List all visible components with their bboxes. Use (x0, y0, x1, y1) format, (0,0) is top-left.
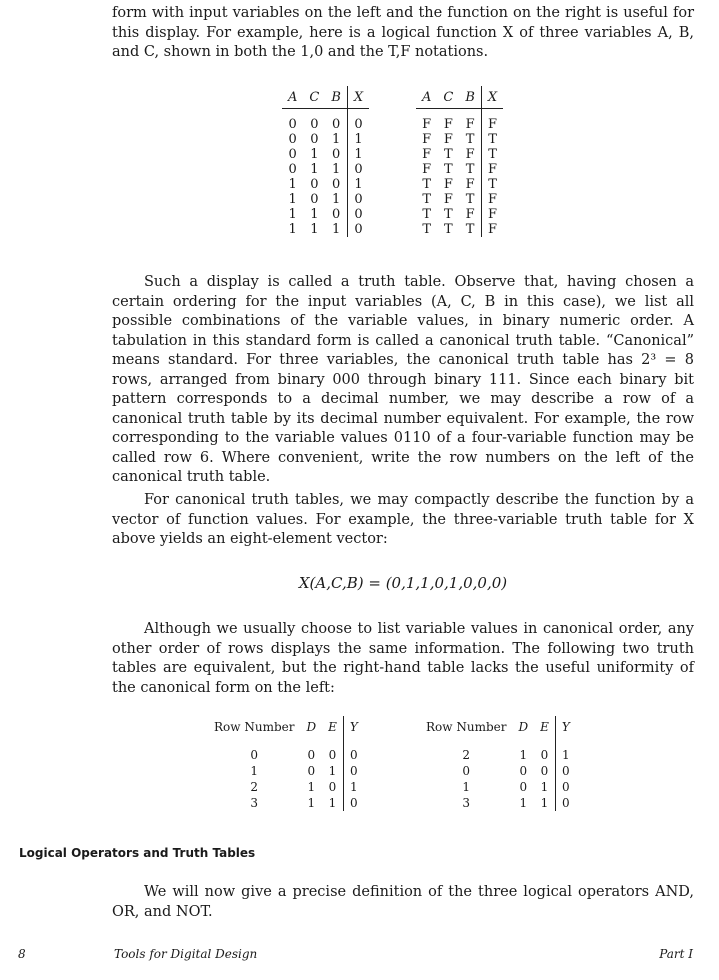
table-row: 1 0 0 1 (282, 177, 369, 192)
table-row: 0 0 1 1 (282, 132, 369, 147)
header-c: C (303, 86, 325, 109)
table-row: 1 0 1 0 (208, 763, 364, 779)
truth-table-tf (416, 86, 503, 237)
table-row: F T T F (416, 162, 503, 177)
paragraph-equivalent: Although we usually choose to list variable values in canonical order, any other order of rows displays the same information. The following two truth tables are equivalent, but the right-hand table lacks the useful uniformity of the canonical form on the left: (112, 621, 694, 696)
paragraph-intro: form with input variables on the left and the function on the right is useful for this display. For example, here is a logical function X of three variables A, B, and C, shown in both the 1,0 and the T,F notations. (112, 5, 694, 60)
table-row: T F T F (416, 192, 503, 207)
paragraph-operators: We will now give a precise definition of the three logical operators AND, OR, and NOT. (112, 884, 694, 920)
header-a: A (282, 86, 303, 109)
header-b: B (459, 86, 481, 109)
table-row: 2 1 0 1 (420, 747, 576, 763)
header-e: E (540, 720, 549, 734)
table-row: 3 1 1 0 (420, 795, 576, 811)
truth-table-noncanonical-de (420, 716, 576, 811)
equation-vector: X(A,C,B) = (0,1,1,0,1,0,0,0) (298, 574, 508, 592)
header-y: Y (555, 716, 575, 738)
table-row: 0 1 0 1 (282, 147, 369, 162)
table-row: F T F T (416, 147, 503, 162)
header-x: X (347, 86, 369, 109)
header-d: D (306, 720, 317, 734)
header-y: Y (343, 716, 363, 738)
header-d: D (518, 720, 529, 734)
table-row: 1 0 1 0 (420, 779, 576, 795)
header-a: A (416, 86, 437, 109)
header-b: B (325, 86, 347, 109)
truth-table-canonical-de (208, 716, 364, 811)
table-row: 1 0 1 0 (282, 192, 369, 207)
table-row: F F T T (416, 132, 503, 147)
table-row: F F F F (416, 117, 503, 132)
header-row-number: Row Number (214, 720, 295, 734)
header-e: E (328, 720, 337, 734)
table-row: T T F F (416, 207, 503, 222)
table-row: T F F T (416, 177, 503, 192)
book-title: Tools for Digital Design (114, 947, 258, 961)
table-row: 0 1 1 0 (282, 162, 369, 177)
table-row: 2 1 0 1 (208, 779, 364, 795)
table-row: 0 0 0 0 (420, 763, 576, 779)
header-row-number: Row Number (426, 720, 507, 734)
table-row: 3 1 1 0 (208, 795, 364, 811)
header-c: C (437, 86, 459, 109)
page-number: 8 (18, 947, 26, 961)
table-row: 1 1 0 0 (282, 207, 369, 222)
table-row: T T T F (416, 222, 503, 237)
section-heading: Logical Operators and Truth Tables (19, 846, 256, 860)
table-row: 0 0 0 0 (282, 117, 369, 132)
part-label: Part I (659, 947, 693, 961)
truth-table-binary (282, 86, 369, 237)
header-x: X (481, 86, 503, 109)
paragraph-vector: For canonical truth tables, we may compactly describe the function by a vector of function values. For example, the three-variable truth table for X above yields an eight-element vector: (112, 492, 694, 547)
table-row: 1 1 1 0 (282, 222, 369, 237)
paragraph-truth-table: Such a display is called a truth table. Observe that, having chosen a certain ordering for the input variables (A, C, B in this case), we list all possible combinations of the variable values, in binary numeric order. A tabulation in this standard form is called a canonical truth table. “Canonical” means standard. For three variables, the canonical truth table has 2³ = 8 rows, arranged from binary 000 through binary 111. Since each binary bit pattern corresponds to a decimal number, we may describe a row of a canonical truth table by its decimal number equivalent. For example, the row corresponding to the variable values 0110 of a four-variable function may be called row 6. Where convenient, write the row numbers on the left of the canonical truth table. (112, 274, 694, 485)
table-row: 0 0 0 0 (208, 747, 364, 763)
